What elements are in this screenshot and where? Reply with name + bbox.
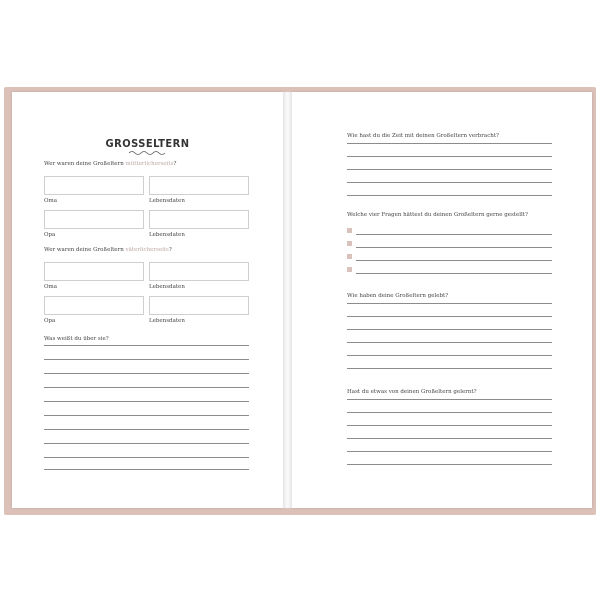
maternal-question: Wer waren deine Großeltern mütterlicherseits? [44,161,177,167]
question-how-lived: Wie haben deine Großeltern gelebt? [347,293,449,299]
know-question: Was weißt du über sie? [44,336,109,342]
maternal-accent: mütterlicherseits [125,161,174,167]
label-opa: Opa [44,318,56,324]
writing-line[interactable] [347,195,552,196]
writing-line[interactable] [44,345,249,346]
oma-dates-field[interactable] [149,176,249,195]
writing-line[interactable] [347,169,552,170]
question-four-questions: Welche vier Fragen hättest du deinen Großeltern gerne gestellt? [347,212,528,218]
writing-line[interactable] [347,464,552,465]
writing-line[interactable] [347,329,552,330]
writing-line[interactable] [347,368,552,369]
question-time-spent: Wie hast du die Zeit mit deinen Großeltern verbracht? [347,133,499,139]
writing-line[interactable] [347,438,552,439]
writing-line[interactable] [44,457,249,458]
writing-line[interactable] [356,247,552,248]
opa-dates-field[interactable] [149,296,249,315]
writing-line[interactable] [347,316,552,317]
label-lebensdaten: Lebensdaten [149,284,185,290]
writing-line[interactable] [356,260,552,261]
writing-line[interactable] [356,273,552,274]
oma-name-field[interactable] [44,262,144,281]
writing-line[interactable] [347,182,552,183]
paternal-accent: väterlicherseits [125,247,169,253]
question-learned: Hast du etwas von deinen Großeltern gelernt? [347,389,477,395]
label-lebensdaten: Lebensdaten [149,198,185,204]
opa-dates-field[interactable] [149,210,249,229]
label-oma: Oma [44,198,58,204]
writing-line[interactable] [347,342,552,343]
opa-name-field[interactable] [44,210,144,229]
checkbox-icon[interactable] [347,267,352,272]
paternal-question: Wer waren deine Großeltern väterlicherseits? [44,247,172,253]
writing-line[interactable] [347,412,552,413]
writing-line[interactable] [44,415,249,416]
opa-name-field[interactable] [44,296,144,315]
squiggle-divider-icon [128,150,166,156]
writing-line[interactable] [44,429,249,430]
writing-line[interactable] [44,387,249,388]
writing-line[interactable] [44,401,249,402]
writing-line[interactable] [347,143,552,144]
oma-name-field[interactable] [44,176,144,195]
writing-line[interactable] [356,234,552,235]
label-opa: Opa [44,232,56,238]
writing-line[interactable] [347,303,552,304]
writing-line[interactable] [44,443,249,444]
label-oma: Oma [44,284,58,290]
page-title: GROSSELTERN [105,137,190,150]
writing-line[interactable] [347,451,552,452]
writing-line[interactable] [347,156,552,157]
writing-line[interactable] [44,359,249,360]
writing-line[interactable] [347,355,552,356]
writing-line[interactable] [347,425,552,426]
right-page [292,92,592,508]
oma-dates-field[interactable] [149,262,249,281]
writing-line[interactable] [44,373,249,374]
label-lebensdaten: Lebensdaten [149,232,185,238]
checkbox-icon[interactable] [347,228,352,233]
checkbox-icon[interactable] [347,241,352,246]
checkbox-icon[interactable] [347,254,352,259]
label-lebensdaten: Lebensdaten [149,318,185,324]
writing-line[interactable] [44,469,249,470]
book-gutter [283,92,292,508]
writing-line[interactable] [347,399,552,400]
